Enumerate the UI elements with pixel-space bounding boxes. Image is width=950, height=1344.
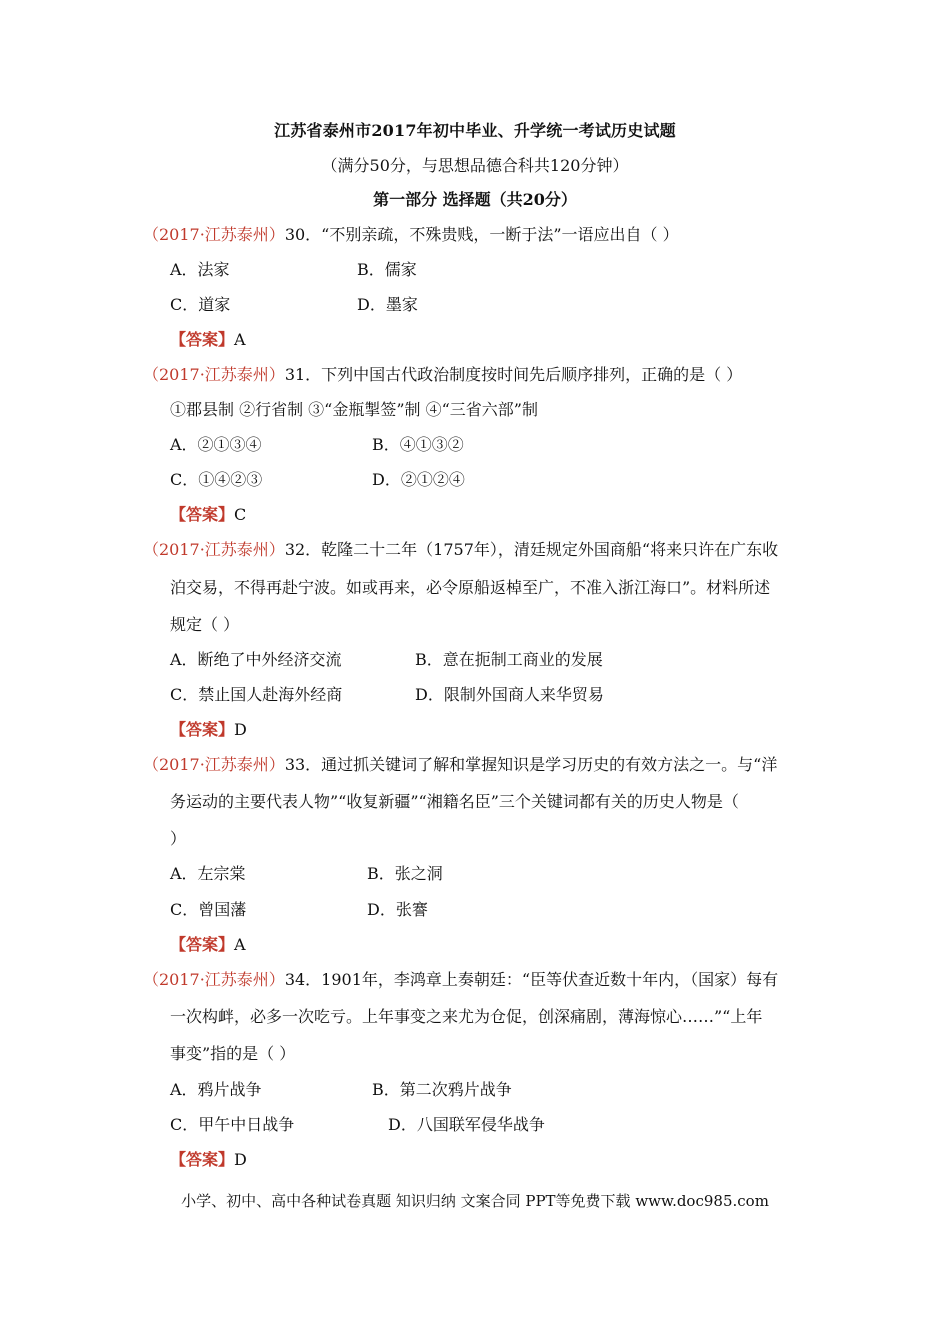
answer-line xyxy=(170,934,246,956)
question-text-line: ①郡县制 ②行省制 ③“金瓶掣签”制 ④“三省六部”制 xyxy=(170,400,538,419)
option-b: B．张之洞 xyxy=(367,864,443,883)
part-heading: 第一部分 选择题（共20分） xyxy=(373,190,577,209)
page-footer: 小学、初中、高中各种试卷真题 知识归纳 文案合同 PPT等免费下载 www.doc985.com xyxy=(181,1192,769,1210)
answer-label: 【答案】 xyxy=(170,720,235,739)
answer-line xyxy=(170,1149,247,1171)
question-text-line: 规定（ ） xyxy=(170,615,240,634)
answer-value: A xyxy=(234,330,246,349)
option-d: D．张謇 xyxy=(367,900,428,919)
question-source: （2017·江苏泰州） xyxy=(143,225,285,244)
exam-subtitle: （满分50分，与思想品德合科共120分钟） xyxy=(321,156,629,175)
option-c: C．曾国藩 xyxy=(170,900,247,919)
option-c: C．甲午中日战争 xyxy=(170,1115,295,1134)
option-a: A．②①③④ xyxy=(170,435,262,454)
question-34 xyxy=(143,969,778,991)
option-a: A．断绝了中外经济交流 xyxy=(170,650,342,669)
question-text-line: ） xyxy=(170,829,187,848)
question-text: 34．1901年，李鸿章上奏朝廷：“臣等伏查近数十年内，（国家）每有 xyxy=(284,970,779,989)
answer-value: A xyxy=(234,935,246,954)
option-d: D．限制外国商人来华贸易 xyxy=(415,685,604,704)
option-b: B．④①③② xyxy=(372,435,464,454)
option-b: B．儒家 xyxy=(357,260,417,279)
question-text: 31．下列中国古代政治制度按时间先后顺序排列，正确的是（ ） xyxy=(284,365,743,384)
answer-value: D xyxy=(234,720,247,739)
question-source: （2017·江苏泰州） xyxy=(143,540,285,559)
option-d: D．②①②④ xyxy=(372,470,465,489)
question-text-line: 一次构衅，必多一次吃亏。上年事变之来尤为仓促，创深痛剧，薄海惊心……”“上年 xyxy=(170,1007,763,1026)
question-text: 33．通过抓关键词了解和掌握知识是学习历史的有效方法之一。与“洋 xyxy=(284,755,778,774)
option-a: A．左宗棠 xyxy=(170,864,246,883)
answer-label: 【答案】 xyxy=(170,330,235,349)
question-text-line: 务运动的主要代表人物”“收复新疆”“湘籍名臣”三个关键词都有关的历史人物是（ xyxy=(170,792,739,811)
question-30 xyxy=(143,224,679,246)
question-source: （2017·江苏泰州） xyxy=(143,755,285,774)
question-text-line: 泊交易，不得再赴宁波。如或再来，必令原船返棹至广，不准入浙江海口”。材料所述 xyxy=(170,578,771,597)
question-text: 32．乾隆二十二年（1757年），清廷规定外国商船“将来只许在广东收 xyxy=(284,540,779,559)
answer-line xyxy=(170,504,246,526)
option-d: D．墨家 xyxy=(357,295,418,314)
answer-label: 【答案】 xyxy=(170,1150,235,1169)
answer-line xyxy=(170,329,246,351)
option-c: C．道家 xyxy=(170,295,231,314)
option-a: A．法家 xyxy=(170,260,230,279)
question-source: （2017·江苏泰州） xyxy=(143,970,285,989)
answer-value: D xyxy=(234,1150,247,1169)
answer-value: C xyxy=(234,505,247,524)
option-a: A．鸦片战争 xyxy=(170,1080,262,1099)
question-source: （2017·江苏泰州） xyxy=(143,365,285,384)
question-text-line: 事变”指的是（ ） xyxy=(170,1044,296,1063)
question-33 xyxy=(143,754,777,776)
option-b: B．意在扼制工商业的发展 xyxy=(415,650,603,669)
option-b: B．第二次鸦片战争 xyxy=(372,1080,512,1099)
answer-label: 【答案】 xyxy=(170,935,235,954)
question-text: 30．“不别亲疏，不殊贵贱，一断于法”一语应出自（ ） xyxy=(284,225,679,244)
answer-line xyxy=(170,719,247,741)
answer-label: 【答案】 xyxy=(170,505,235,524)
question-32 xyxy=(143,539,778,561)
exam-title: 江苏省泰州市2017年初中毕业、升学统一考试历史试题 xyxy=(274,121,676,140)
option-c: C．①④②③ xyxy=(170,470,263,489)
option-d: D．八国联军侵华战争 xyxy=(388,1115,545,1134)
question-31 xyxy=(143,364,742,386)
option-c: C．禁止国人赴海外经商 xyxy=(170,685,343,704)
